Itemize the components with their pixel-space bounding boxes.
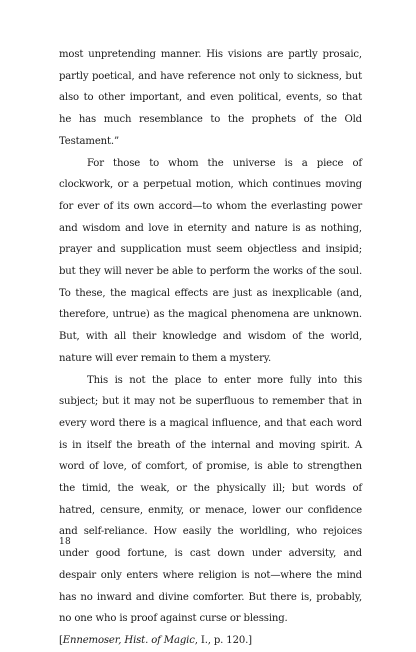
page-number: 18 (59, 537, 72, 547)
paragraph-1: most unpretending manner. His visions are partly prosaic, partly poetical, and have reference not only to sickness, but also to other important, and even political, events, so that he has much resemblance to the prophets of the Old Testament.” (59, 49, 362, 147)
page-body-text (59, 44, 362, 652)
citation-reference: , I., p. 120.] (194, 634, 252, 646)
paragraph-3: This is not the place to enter more fully into this subject; but it may not be superfluous to remember that in every word there is a magical influence, and that each word is in itself the breath of the internal and moving spirit. A word of love, of comfort, of promise, is able to strengthen the timid, the weak, or the physically ill; but words of hatred, censure, enmity, or menace, lower our confidence and self-reliance. How easily the worldling, who rejoices under good fortune, is cast down under adversity, and despair only enters where religion is not—where the mind has no inward and divine comforter. But there is, probably, no one who is proof against curse or blessing. (59, 374, 362, 625)
citation-open-bracket: [ (59, 634, 63, 646)
paragraph-2: For those to whom the universe is a piece of clockwork, or a perpetual motion, which continues moving for ever of its own accord—to whom the everlasting power and wisdom and love in eternity and nature is as nothing, prayer and supplication must seem objectless and insipid; but they will never be able to perform the works of the soul. To these, the magical effects are just as inexplicable (and, therefore, untrue) as the magical phenomena are unknown. But, with all their knowledge and wisdom of the world, nature will ever remain to them a mystery. (59, 157, 362, 364)
citation-source-title: Ennemoser, Hist. of Magic (62, 634, 195, 646)
citation (59, 630, 362, 652)
